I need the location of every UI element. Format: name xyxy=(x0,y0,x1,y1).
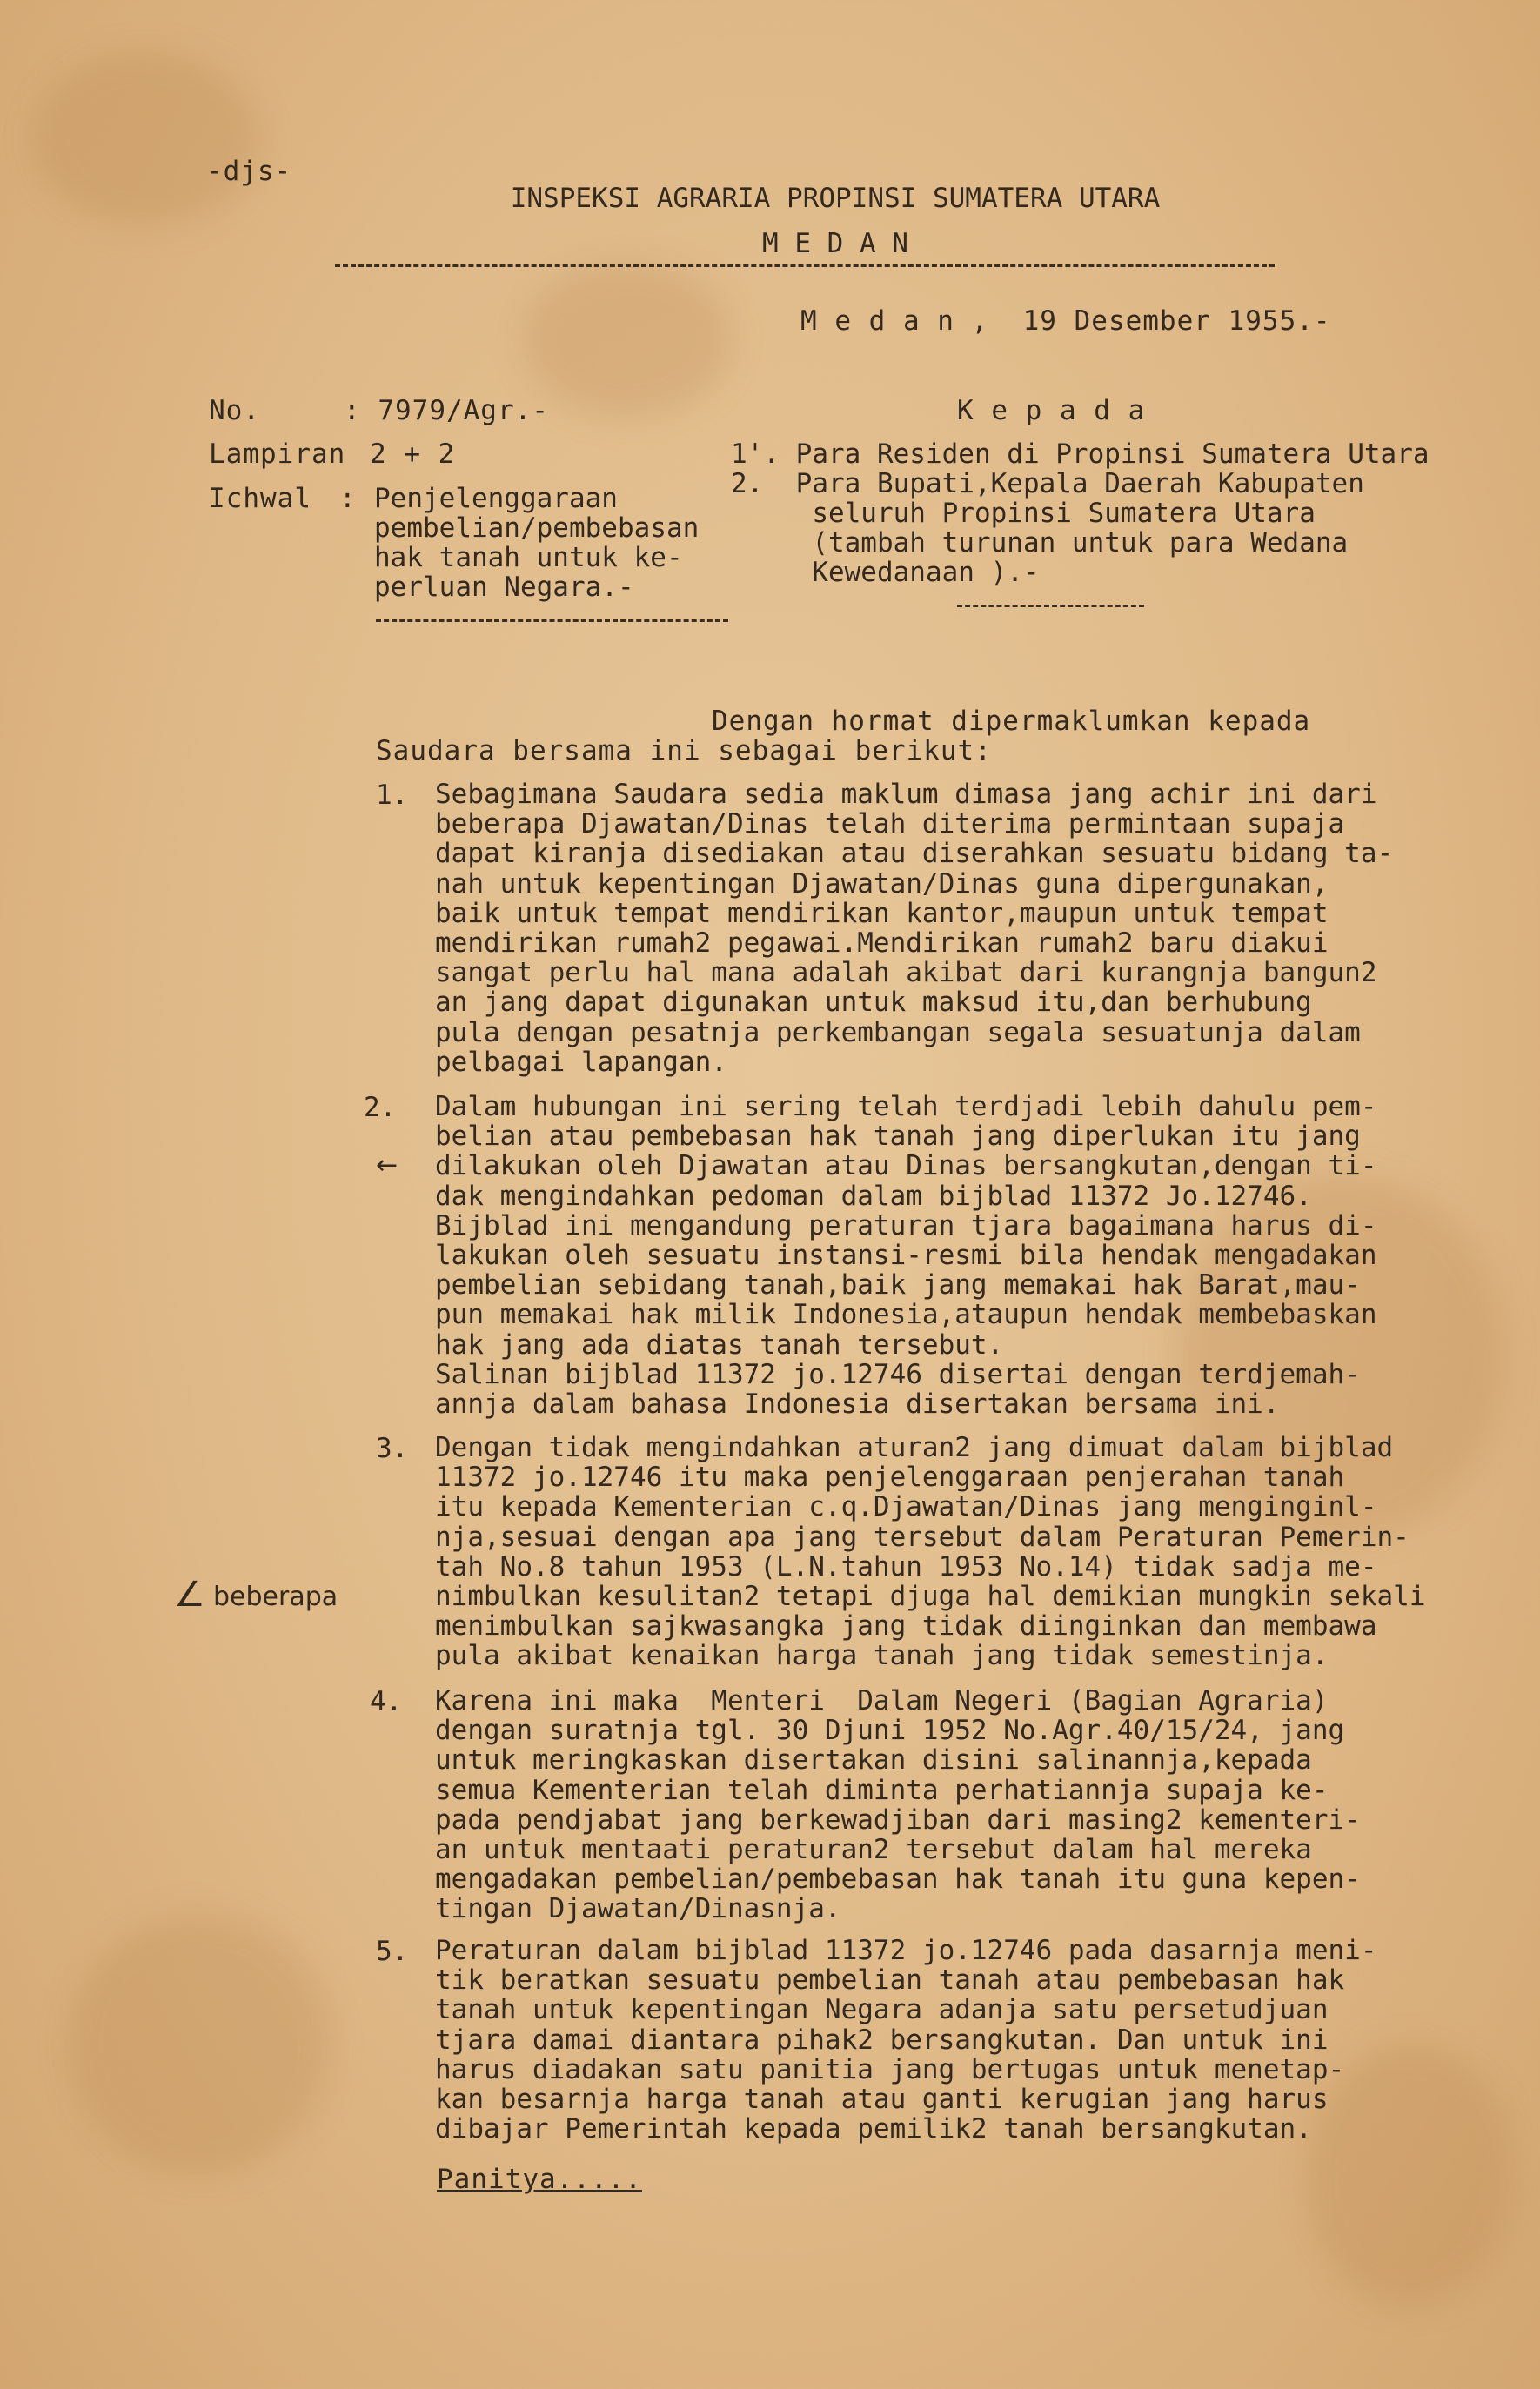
margin-insertion-mark: ∠ xyxy=(174,1575,205,1615)
point-line: annja dalam bahasa Indonesia disertakan bersama ini. xyxy=(435,1389,1280,1421)
point-line: Dengan tidak mengindahkan aturan2 jang dimuat dalam bijblad xyxy=(435,1432,1394,1463)
point-number: 5. xyxy=(376,1936,409,1967)
point-number: 3. xyxy=(376,1433,409,1464)
recipient-line: Kewedanaan ).- xyxy=(731,557,1040,588)
point-line: Karena ini maka Menteri Dalam Negeri (Bagian Agraria) xyxy=(435,1685,1329,1716)
point-line: pelbagai lapangan. xyxy=(435,1046,727,1078)
point-line: nja,sesuai dengan apa jang tersebut dalam Peraturan Pemerin- xyxy=(435,1521,1409,1553)
point-number: 1. xyxy=(376,780,409,811)
point-line: tah No.8 tahun 1953 (L.N.tahun 1953 No.14) tidak sadja me- xyxy=(435,1550,1377,1583)
letter-date: M e d a n , 19 Desember 1955.- xyxy=(800,305,1331,337)
point-line: semua Kementerian telah diminta perhatiannja supaja ke- xyxy=(435,1774,1329,1806)
point-number: 2. xyxy=(364,1092,397,1123)
point-number: 4. xyxy=(370,1686,403,1717)
recipient-divider xyxy=(957,605,1144,607)
point-line: tanah untuk kepentingan Negara adanja satu persetudjuan xyxy=(435,1994,1329,2026)
margin-note: beberapa xyxy=(213,1582,338,1612)
point-line: tjara damai diantara pihak2 bersangkutan. Dan untuk ini xyxy=(435,2024,1329,2056)
subject-line: pembelian/pembebasan xyxy=(374,512,700,544)
subject-line: perluan Negara.- xyxy=(374,572,634,603)
lampiran-value: 2 + 2 xyxy=(370,438,456,470)
point-line: Sebagimana Saudara sedia maklum dimasa jang achir ini dari xyxy=(435,779,1377,810)
point-5-text xyxy=(435,1936,1377,2144)
point-line: dapat kiranja disediakan atau diserahkan sesuatu bidang ta- xyxy=(435,838,1394,870)
point-line: pada pendjabat jang berkewadjiban dari masing2 kementeri- xyxy=(435,1803,1361,1836)
point-line: tik beratkan sesuatu pembelian tanah atau pembebasan hak xyxy=(435,1964,1345,1997)
point-2-text xyxy=(435,1092,1377,1419)
point-line: beberapa Djawatan/Dinas telah diterima permintaan supaja xyxy=(435,808,1345,840)
intro-line-2: Saudara bersama ini sebagai berikut: xyxy=(376,735,992,766)
point-line: Dalam hubungan ini sering telah terdjadi lebih dahulu pem- xyxy=(435,1091,1377,1122)
recipient-line: 1'. Para Residen di Propinsi Sumatera Utara xyxy=(731,438,1430,470)
subject-divider xyxy=(376,619,728,622)
recipient-line: seluruh Propinsi Sumatera Utara xyxy=(731,498,1316,529)
margin-arrow: ← xyxy=(376,1150,398,1181)
point-line: belian atau pembebasan hak tanah jang diperlukan itu jang xyxy=(435,1121,1361,1153)
point-3-text xyxy=(435,1433,1425,1671)
point-line: pun memakai hak milik Indonesia,ataupun hendak membebaskan xyxy=(435,1299,1377,1331)
point-line: an jang dapat digunakan untuk maksud itu,dan berhubung xyxy=(435,987,1312,1019)
recipient-line: (tambah turunan untuk para Wedana xyxy=(731,527,1349,559)
point-line: an untuk mentaati peraturan2 tersebut dalam hal mereka xyxy=(435,1834,1312,1866)
point-line: mendirikan rumah2 pegawai.Mendirikan rumah2 baru diakui xyxy=(435,927,1329,960)
recipient-list xyxy=(731,439,1430,587)
point-line: sangat perlu hal mana adalah akibat dari kurangnja bangun2 xyxy=(435,957,1377,989)
ichwal-label: Ichwal xyxy=(209,483,311,514)
point-line: tingan Djawatan/Dinasnja. xyxy=(435,1893,841,1925)
point-line: menimbulkan sajkwasangka jang tidak diinginkan dan membawa xyxy=(435,1610,1377,1643)
point-line: pembelian sebidang tanah,baik jang memakai hak Barat,mau- xyxy=(435,1269,1361,1302)
recipient-line: 2. Para Bupati,Kepala Daerah Kabupaten xyxy=(731,468,1364,499)
point-line: dak mengindahkan pedoman dalam bijblad 11372 Jo.12746. xyxy=(435,1180,1312,1212)
point-4-text xyxy=(435,1686,1361,1924)
point-line: hak jang ada diatas tanah tersebut. xyxy=(435,1328,1004,1361)
city-title: M E D A N xyxy=(762,228,908,259)
point-line: itu kepada Kementerian c.q.Djawatan/Dinas jang menginginl- xyxy=(435,1491,1377,1523)
point-line: Salinan bijblad 11372 jo.12746 disertai dengan terdjemah- xyxy=(435,1358,1361,1390)
lampiran-label: Lampiran xyxy=(209,438,346,470)
point-line: pula dengan pesatnja perkembangan segala sesuatunja dalam xyxy=(435,1016,1361,1048)
point-line: kan besarnja harga tanah atau ganti kerugian jang harus xyxy=(435,2084,1329,2116)
point-line: pula akibat kenaikan harga tanah jang tidak semestinja. xyxy=(435,1640,1329,1672)
point-1-text xyxy=(435,780,1393,1077)
point-line: dengan suratnja tgl. 30 Djuni 1952 No.Agr.40/15/24, jang xyxy=(435,1715,1345,1747)
subject-line: Penjelenggaraan xyxy=(374,483,618,514)
point-line: nimbulkan kesulitan2 tetapi djuga hal demikian mungkin sekali xyxy=(435,1581,1426,1613)
point-line: mengadakan pembelian/pembebasan hak tanah itu guna kepen- xyxy=(435,1864,1361,1896)
point-line: untuk meringkaskan disertakan disini salinannja,kepada xyxy=(435,1744,1312,1777)
point-line: lakukan oleh sesuatu instansi-resmi bila hendak mengadakan xyxy=(435,1240,1377,1272)
no-label: No. xyxy=(209,395,260,426)
ichwal-subject xyxy=(374,484,699,602)
initials: -djs- xyxy=(206,156,292,187)
point-line: 11372 jo.12746 itu maka penjelenggaraan penjerahan tanah xyxy=(435,1462,1345,1494)
kepada-label: K e p a d a xyxy=(957,395,1146,426)
intro-line-1: Dengan hormat dipermaklumkan kepada xyxy=(712,706,1311,737)
point-line: dibajar Pemerintah kepada pemilik2 tanah bersangkutan. xyxy=(435,2113,1312,2145)
point-line: nah untuk kepentingan Djawatan/Dinas guna dipergunakan, xyxy=(435,867,1329,900)
point-line: dilakukan oleh Djawatan atau Dinas bersangkutan,dengan ti- xyxy=(435,1150,1377,1182)
point-line: harus diadakan satu panitia jang bertugas untuk menetap- xyxy=(435,2053,1345,2085)
header-divider xyxy=(335,264,1275,267)
continuation-footer: Panitya..... xyxy=(437,2164,642,2195)
organization-title: INSPEKSI AGRARIA PROPINSI SUMATERA UTARA xyxy=(510,183,1161,214)
subject-line: hak tanah untuk ke- xyxy=(374,542,683,573)
no-value: : 7979/Agr.- xyxy=(344,395,549,426)
point-line: Bijblad ini mengandung peraturan tjara bagaimana harus di- xyxy=(435,1209,1377,1241)
point-line: Peraturan dalam bijblad 11372 jo.12746 pada dasarnja meni- xyxy=(435,1935,1377,1966)
point-line: baik untuk tempat mendirikan kantor,maupun untuk tempat xyxy=(435,897,1329,929)
ichwal-colon: : xyxy=(339,483,357,514)
